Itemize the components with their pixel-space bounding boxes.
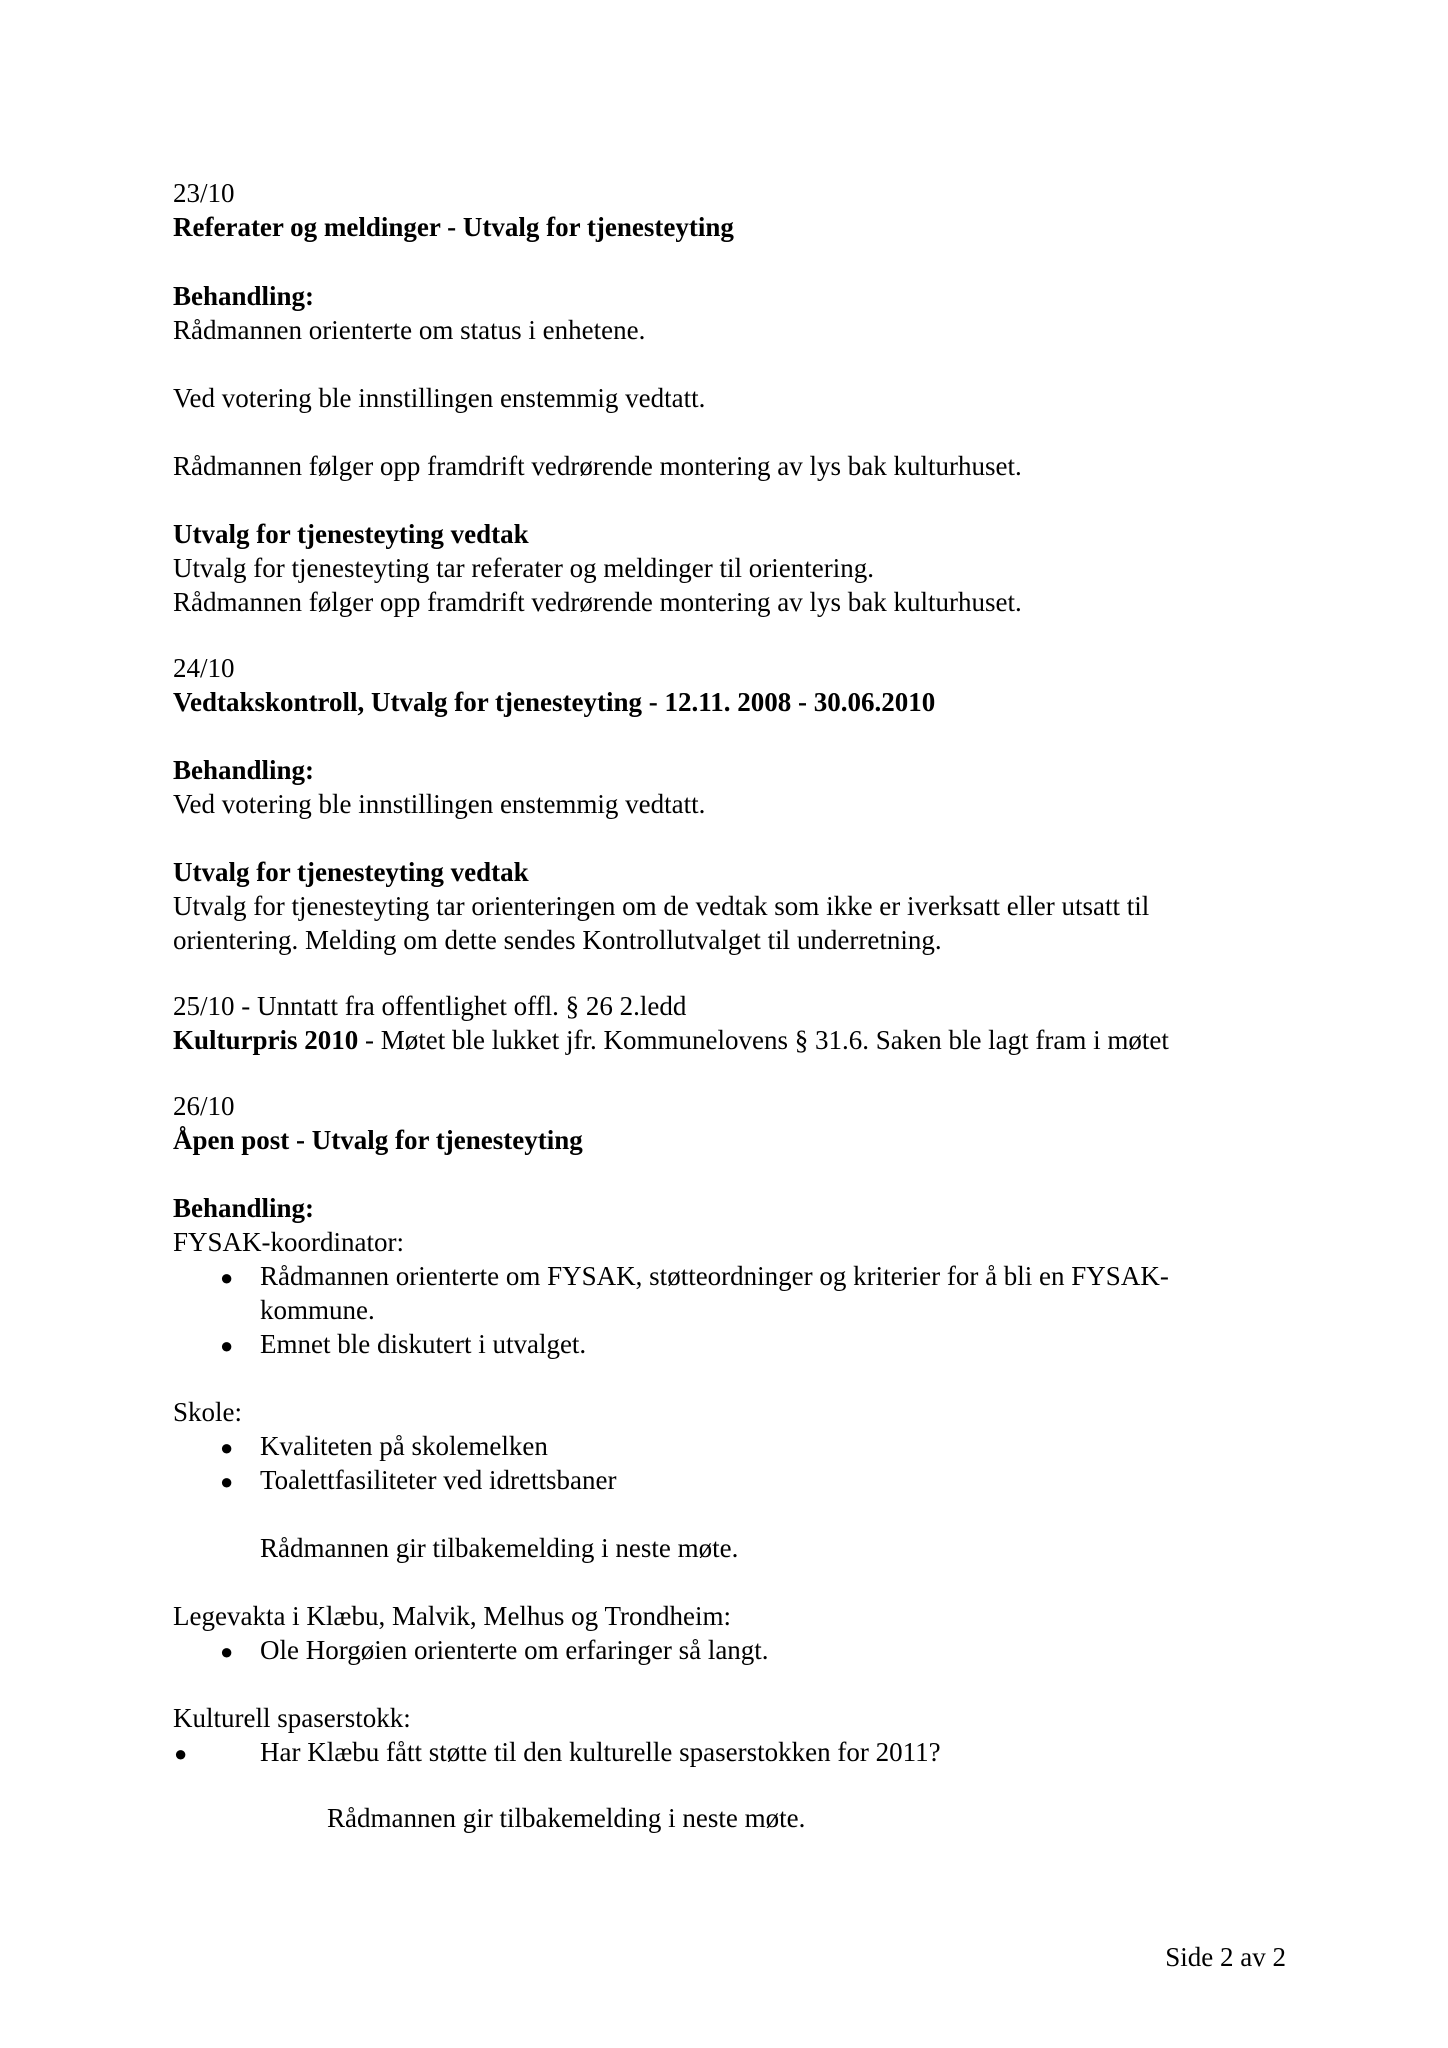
case-number: 24/10	[173, 653, 235, 683]
case-title: Referater og meldinger - Utvalg for tjenesteyting	[173, 212, 734, 242]
note: Rådmannen gir tilbakemelding i neste møte.	[327, 1803, 806, 1833]
behandling-heading: Behandling:	[173, 281, 315, 311]
subheading-fysak: FYSAK-koordinator:	[173, 1227, 404, 1257]
case-number: 26/10	[173, 1091, 235, 1121]
list-item: Toalettfasiliteter ved idrettsbaner	[260, 1465, 617, 1495]
subheading-kultur: Kulturell spaserstokk:	[173, 1703, 411, 1733]
list-item: Ole Horgøien orienterte om erfaringer så langt.	[260, 1635, 769, 1665]
paragraph: Ved votering ble innstillingen enstemmig vedtatt.	[173, 789, 706, 819]
page-number: Side 2 av 2	[1165, 1942, 1286, 1972]
vedtak-text: orientering. Melding om dette sendes Kontrollutvalget til underretning.	[173, 925, 942, 955]
behandling-heading: Behandling:	[173, 1193, 315, 1223]
vedtak-heading: Utvalg for tjenesteyting vedtak	[173, 857, 529, 887]
case-title-bold: Kulturpris 2010	[173, 1025, 359, 1055]
bullet-marker: ●	[220, 1333, 234, 1358]
case-title: Vedtakskontroll, Utvalg for tjenesteyting - 12.11. 2008 - 30.06.2010	[173, 687, 936, 717]
bullet-marker: ●	[220, 1469, 234, 1494]
note: Rådmannen gir tilbakemelding i neste møte.	[260, 1533, 739, 1563]
case-number: 25/10 - Unntatt fra offentlighet offl. § 26 2.ledd	[173, 991, 687, 1021]
vedtak-text: Utvalg for tjenesteyting tar referater og meldinger til orientering.	[173, 553, 874, 583]
case-title: Åpen post - Utvalg for tjenesteyting	[173, 1125, 583, 1155]
paragraph: Rådmannen orienterte om status i enhetene.	[173, 315, 646, 345]
case-number: 23/10	[173, 178, 235, 208]
list-item: Har Klæbu fått støtte til den kulturelle spaserstokken for 2011?	[260, 1737, 941, 1767]
case-title-rest: - Møtet ble lukket jfr. Kommunelovens § 31.6. Saken ble lagt fram i møtet	[358, 1025, 1169, 1055]
paragraph: Rådmannen følger opp framdrift vedrørende montering av lys bak kulturhuset.	[173, 451, 1022, 481]
subheading-skole: Skole:	[173, 1397, 243, 1427]
list-item: Emnet ble diskutert i utvalget.	[260, 1329, 587, 1359]
vedtak-text: Utvalg for tjenesteyting tar orienteringen om de vedtak som ikke er iverksatt eller utsatt til	[173, 891, 1150, 921]
list-item: Kvaliteten på skolemelken	[260, 1431, 548, 1461]
case-title	[173, 1023, 1169, 1057]
bullet-marker: ●	[220, 1435, 234, 1460]
list-item: Rådmannen orienterte om FYSAK, støtteordninger og kriterier for å bli en FYSAK-	[260, 1261, 1169, 1291]
vedtak-text: Rådmannen følger opp framdrift vedrørende montering av lys bak kulturhuset.	[173, 587, 1022, 617]
bullet-marker: ●	[220, 1265, 234, 1290]
subheading-legevakt: Legevakta i Klæbu, Malvik, Melhus og Trondheim:	[173, 1601, 731, 1631]
list-item-continuation: kommune.	[260, 1295, 375, 1325]
behandling-heading: Behandling:	[173, 755, 315, 785]
paragraph: Ved votering ble innstillingen enstemmig vedtatt.	[173, 383, 706, 413]
bullet-marker: ●	[174, 1741, 188, 1766]
bullet-marker: ●	[220, 1639, 234, 1664]
vedtak-heading: Utvalg for tjenesteyting vedtak	[173, 519, 529, 549]
